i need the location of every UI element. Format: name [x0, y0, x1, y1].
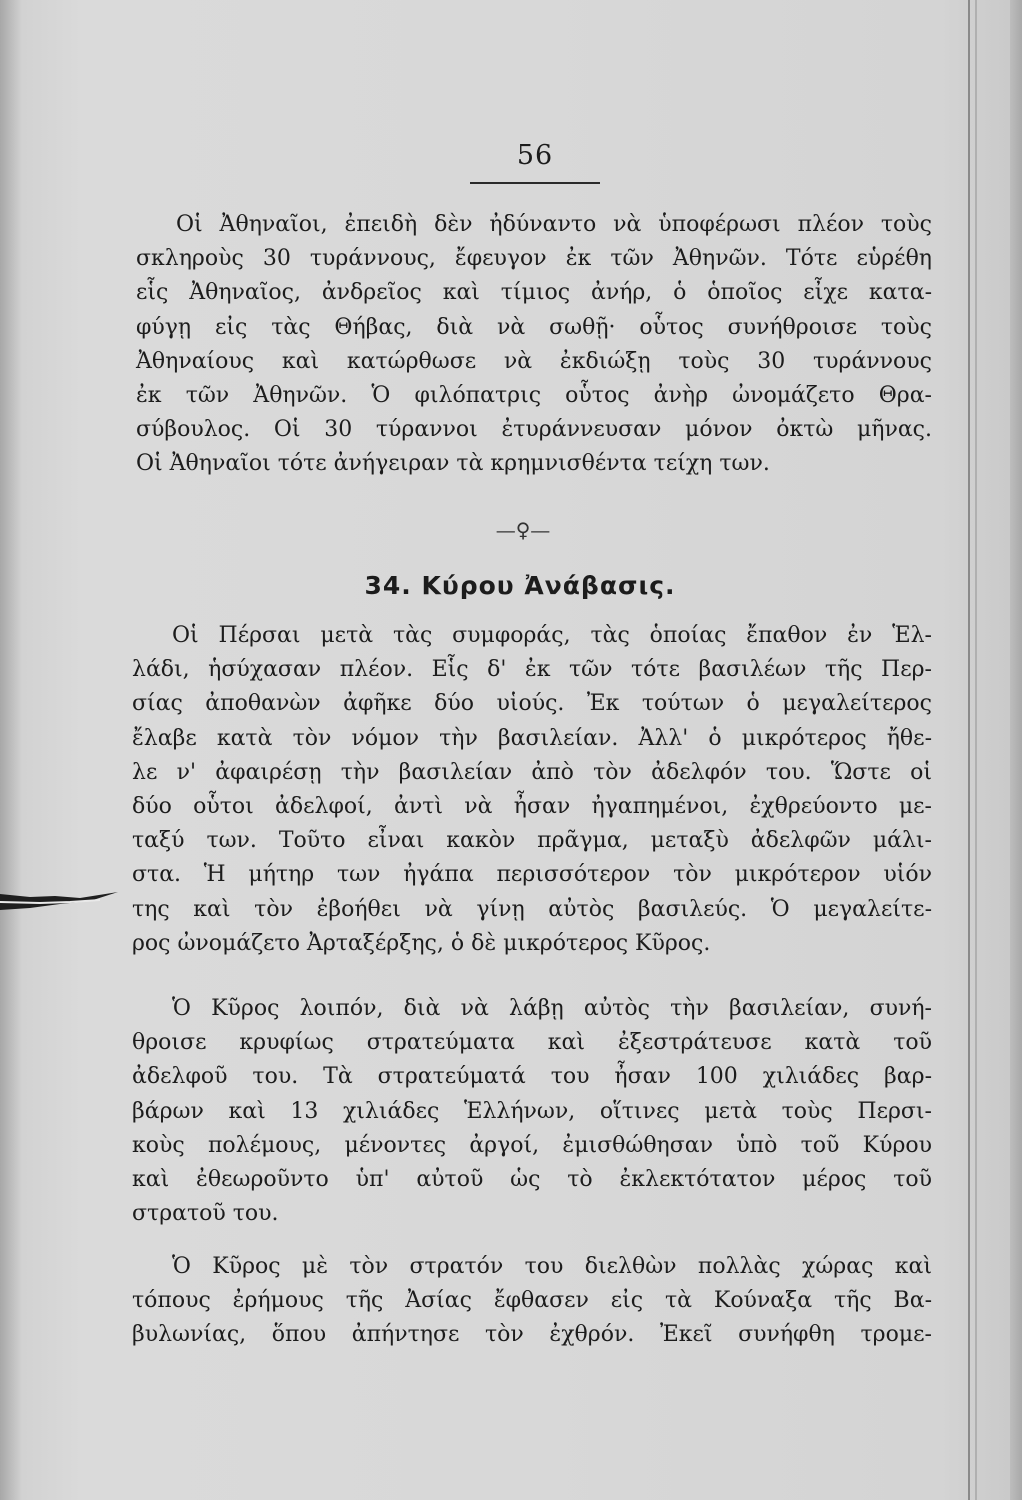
- text-line: Ὁ Κῦρος λοιπόν, διὰ νὰ λάβῃ αὐτὸς τὴν βασιλείαν, συνή-: [172, 996, 932, 1021]
- text-line: θροισε κρυφίως στρατεύματα καὶ ἐξεστράτευσε κατὰ τοῦ: [132, 1030, 932, 1056]
- binding-line: [975, 0, 977, 1500]
- text-line: στρατοῦ του.: [132, 1201, 279, 1227]
- text-line: ἀδελφοῦ του. Τὰ στρατεύματά του ἦσαν 100 χιλιάδες βαρ-: [132, 1064, 932, 1090]
- paragraph-1: [136, 208, 932, 482]
- section-divider: —♀—: [495, 518, 551, 542]
- page-number: 56: [516, 140, 554, 171]
- text-line: σύβουλος. Οἱ 30 τύραννοι ἐτυράννευσαν μόνον ὀκτὼ μῆνας.: [136, 417, 932, 443]
- text-line: Ὁ Κῦρος μὲ τὸν στρατόν του διελθὼν πολλὰς χώρας καὶ: [172, 1254, 932, 1279]
- text-line: σίας ἀποθανὼν ἀφῆκε δύο υἱούς. Ἐκ τούτων ὁ μεγαλείτερος: [132, 691, 932, 717]
- paragraph-3: [132, 992, 932, 1231]
- text-line: βυλωνίας, ὅπου ἀπήντησε τὸν ἐχθρόν. Ἐκεῖ συνήφθη τρομε-: [132, 1322, 932, 1348]
- page-edge: [1010, 0, 1022, 1500]
- text-line: τόπους ἐρήμους τῆς Ἀσίας ἔφθασεν εἰς τὰ Κούναξα τῆς Βα-: [132, 1288, 932, 1314]
- page-edge-shadow: [0, 0, 22, 1500]
- text-line: ἔλαβε κατὰ τὸν νόμον τὴν βασιλείαν. Ἀλλ' ὁ μικρότερος ἤθε-: [132, 725, 932, 751]
- section-title: 34. Κύρου Ἀνάβασις.: [364, 571, 676, 600]
- paper-tear: [0, 888, 120, 914]
- paragraph-2: [132, 619, 932, 961]
- binding-line: [968, 0, 970, 1500]
- header-rule: [470, 182, 600, 184]
- text-line: δύο οὗτοι ἀδελφοί, ἀντὶ νὰ ἦσαν ἠγαπημένοι, ἐχθρεύοντο με-: [132, 793, 932, 819]
- text-line: Ἀθηναίους καὶ κατώρθωσε νὰ ἐκδιώξῃ τοὺς 30 τυράννους: [136, 348, 932, 374]
- text-line: Οἱ Πέρσαι μετὰ τὰς συμφοράς, τὰς ὁποίας ἔπαθον ἐν Ἑλ-: [172, 623, 932, 648]
- text-line: στα. Ἡ μήτηρ των ἠγάπα περισσότερον τὸν μικρότερον υἱόν: [132, 862, 932, 888]
- text-line: της καὶ τὸν ἐβοήθει νὰ γίνῃ αὐτὸς βασιλεύς. Ὁ μεγαλείτε-: [132, 896, 932, 922]
- text-line: ταξύ των. Τοῦτο εἶναι κακὸν πρᾶγμα, μεταξὺ ἀδελφῶν μάλι-: [132, 828, 932, 854]
- text-line: καὶ ἐθεωροῦντο ὑπ' αὐτοῦ ὡς τὸ ἐκλεκτότατον μέρος τοῦ: [132, 1166, 932, 1192]
- text-line: Οἱ Ἀθηναῖοι τότε ἀνήγειραν τὰ κρημνισθέντα τείχη των.: [136, 451, 770, 477]
- text-line: σκληροὺς 30 τυράννους, ἔφευγον ἐκ τῶν Ἀθηνῶν. Τότε εὑρέθη: [136, 246, 932, 272]
- text-line: φύγῃ εἰς τὰς Θήβας, διὰ νὰ σωθῇ· οὗτος συνήθροισε τοὺς: [136, 314, 932, 340]
- text-line: βάρων καὶ 13 χιλιάδες Ἑλλήνων, οἵτινες μετὰ τοὺς Περσι-: [132, 1098, 932, 1124]
- text-line: λάδι, ἡσύχασαν πλέον. Εἷς δ' ἐκ τῶν τότε βασιλέων τῆς Περ-: [132, 657, 932, 683]
- text-line: Οἱ Ἀθηναῖοι, ἐπειδὴ δὲν ἠδύναντο νὰ ὑποφέρωσι πλέον τοὺς: [176, 212, 932, 237]
- text-line: κοὺς πολέμους, μένοντες ἀργοί, ἐμισθώθησαν ὑπὸ τοῦ Κύρου: [132, 1132, 932, 1158]
- text-line: ἐκ τῶν Ἀθηνῶν. Ὁ φιλόπατρις οὗτος ἀνὴρ ὠνομάζετο Θρα-: [136, 382, 932, 408]
- paragraph-4: [132, 1250, 932, 1353]
- text-line: λε ν' ἀφαιρέσῃ τὴν βασιλείαν ἀπὸ τὸν ἀδελφόν του. Ὥστε οἱ: [132, 759, 932, 785]
- text-line: εἷς Ἀθηναῖος, ἀνδρεῖος καὶ τίμιος ἀνήρ, ὁ ὁποῖος εἶχε κατα-: [136, 280, 932, 306]
- text-line: ρος ὠνομάζετο Ἀρταξέρξης, ὁ δὲ μικρότερος Κῦρος.: [132, 930, 711, 956]
